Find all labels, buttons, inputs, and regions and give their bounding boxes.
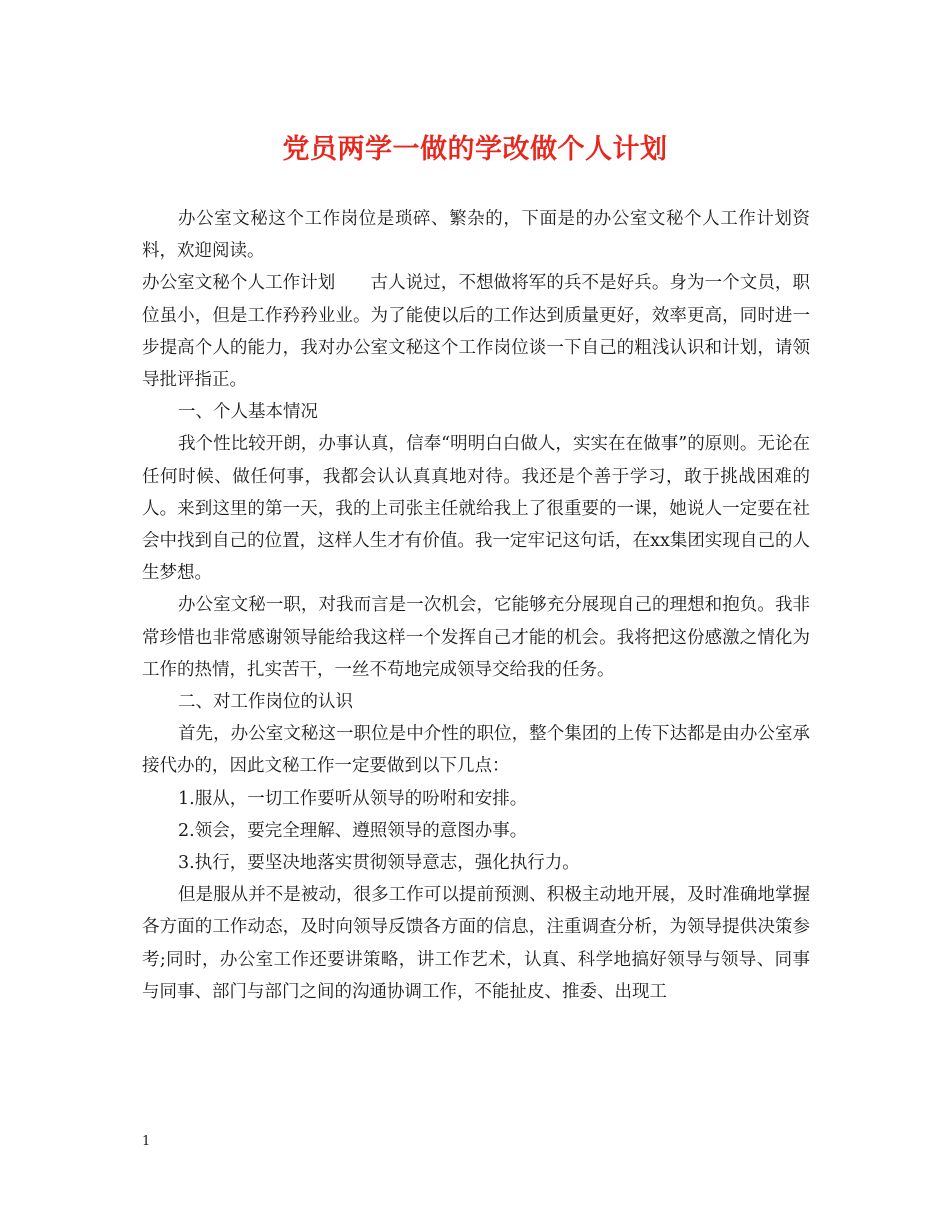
paragraph-proactive-work: 但是服从并不是被动，很多工作可以提前预测、积极主动地开展，及时准确地掌握各方面的工作动态，及时向领导反馈各方面的信息，注重调查分析，为领导提供决策参考;同时，办公室工作还要讲策略，讲工作艺术，认真、科学地搞好领导与领导、同事与同事、部门与部门之间的沟通协调工作，不能扯皮、推委、出现工 — [142, 885, 810, 1002]
list-item-comprehend: 2.领会，要完全理解、遵照领导的意图办事。 — [178, 820, 528, 841]
section-heading-job-understanding: 二、对工作岗位的认识 — [178, 692, 353, 713]
page-number: 1 — [142, 1134, 151, 1149]
paragraph-personality: 我个性比较开朗，办事认真，信奉“明明白白做人，实实在在做事”的原则。无论在任何时候、做任何事，我都会认认真真地对待。我还是个善于学习，敢于挑战困难的人。来到这里的第一天，我的上司张主任就给我上了很重要的一课，她说人一定要在社会中找到自己的位置，这样人生才有价值。我一定牢记这句话，在xx集团实现自己的人生梦想。 — [142, 434, 810, 584]
section-heading-basic-info: 一、个人基本情况 — [178, 402, 318, 423]
list-item-execute: 3.执行，要坚决地落实贯彻领导意志，强化执行力。 — [178, 853, 580, 874]
list-item-obey: 1.服从，一切工作要听从领导的吩咐和安排。 — [178, 788, 528, 809]
document-title: 党员两学一做的学改做个人计划 — [282, 134, 668, 165]
paragraph-intermediary-role: 首先，办公室文秘这一职位是中介性的职位，整个集团的上传下达都是由办公室承接代办的，因此文秘工作一定要做到以下几点： — [142, 724, 810, 777]
paragraph-intro: 办公室文秘这个工作岗位是琐碎、繁杂的，下面是的办公室文秘个人工作计划资料，欢迎阅读。 — [142, 209, 810, 262]
document-body — [142, 203, 810, 1008]
paragraph-plan-opening: 办公室文秘个人工作计划 古人说过，不想做将军的兵不是好兵。身为一个文员，职位虽小，但是工作矜矜业业。为了能使以后的工作达到质量更好，效率更高，同时进一步提高个人的能力，我对办公室文秘这个工作岗位谈一下自己的粗浅认识和计划，请领导批评指正。 — [142, 273, 810, 391]
paragraph-opportunity: 办公室文秘一职，对我而言是一次机会，它能够充分展现自己的理想和抱负。我非常珍惜也非常感谢领导能给我这样一个发挥自己才能的机会。我将把这份感激之情化为工作的热情，扎实苦干，一丝不苟地完成领导交给我的任务。 — [142, 595, 810, 680]
